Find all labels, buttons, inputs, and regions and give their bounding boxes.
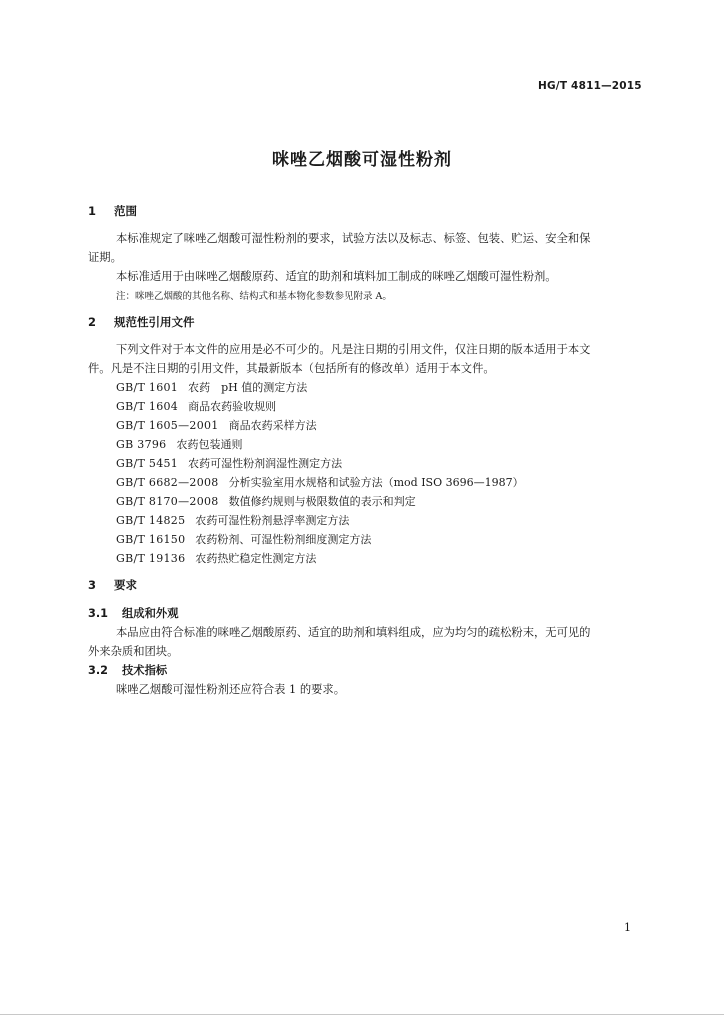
reference-name: 农药 pH 值的测定方法 xyxy=(188,381,308,394)
reference-item xyxy=(116,512,349,528)
reference-name: 商品农药采样方法 xyxy=(228,419,317,432)
reference-item xyxy=(116,455,342,471)
reference-name: 农药粉剂、可湿性粉剂细度测定方法 xyxy=(195,533,372,546)
section-3-title: 要求 xyxy=(114,578,137,592)
reference-item xyxy=(116,493,416,509)
page-bottom-rule xyxy=(0,1014,724,1015)
section-1-heading xyxy=(88,203,137,219)
reference-code: GB/T 1604 xyxy=(116,400,179,413)
subsection-3-2-number: 3.2 xyxy=(88,664,109,677)
reference-code: GB/T 19136 xyxy=(116,552,186,565)
reference-code: GB/T 1601 xyxy=(116,381,179,394)
section-2-title: 规范性引用文件 xyxy=(114,315,195,329)
reference-name: 农药可湿性粉剂润湿性测定方法 xyxy=(188,457,343,470)
reference-name: 商品农药验收规则 xyxy=(188,400,277,413)
reference-code: GB/T 16150 xyxy=(116,533,186,546)
reference-name: 数值修约规则与极限数值的表示和判定 xyxy=(228,495,416,508)
section-1-number: 1 xyxy=(88,204,97,218)
section-1-para1-line2: 证期。 xyxy=(88,251,122,264)
reference-name: 农药可湿性粉剂悬浮率测定方法 xyxy=(195,514,350,527)
reference-item xyxy=(116,379,307,395)
subsection-3-2-heading xyxy=(88,662,167,678)
reference-code: GB 3796 xyxy=(116,438,167,451)
subsection-3-2-line1: 咪唑乙烟酸可湿性粉剂还应符合表 1 的要求。 xyxy=(116,683,346,696)
section-3-heading xyxy=(88,577,137,593)
reference-item xyxy=(116,531,371,547)
subsection-3-1-number: 3.1 xyxy=(88,607,109,620)
subsection-3-2-title: 技术指标 xyxy=(122,664,168,677)
section-2-para-line2: 件。凡是不注日期的引用文件，其最新版本（包括所有的修改单）适用于本文件。 xyxy=(88,362,495,375)
reference-name: 农药包装通则 xyxy=(176,438,243,451)
reference-item xyxy=(116,550,316,566)
section-1-title: 范围 xyxy=(114,204,137,218)
page-number: 1 xyxy=(624,921,631,934)
section-1-para2: 本标准适用于由咪唑乙烟酸原药、适宜的助剂和填料加工制成的咪唑乙烟酸可湿性粉剂。 xyxy=(116,270,557,283)
subsection-3-1-line1: 本品应由符合标准的咪唑乙烟酸原药、适宜的助剂和填料组成，应为均匀的疏松粉末，无可见的 xyxy=(116,626,591,639)
standard-code: HG/T 4811—2015 xyxy=(538,80,642,92)
reference-code: GB/T 14825 xyxy=(116,514,186,527)
section-3-number: 3 xyxy=(88,578,97,592)
section-1-note: 注：咪唑乙烟酸的其他名称、结构式和基本物化参数参见附录 A。 xyxy=(116,291,392,302)
section-2-number: 2 xyxy=(88,315,97,329)
reference-name: 分析实验室用水规格和试验方法（mod ISO 3696—1987） xyxy=(228,476,524,489)
section-2-para-line1: 下列文件对于本文件的应用是必不可少的。凡是注日期的引用文件，仅注日期的版本适用于本文 xyxy=(116,343,591,356)
section-2-heading xyxy=(88,314,195,330)
reference-item xyxy=(116,474,524,490)
reference-code: GB/T 5451 xyxy=(116,457,179,470)
subsection-3-1-line2: 外来杂质和团块。 xyxy=(88,645,179,658)
reference-item xyxy=(116,436,242,452)
subsection-3-1-heading xyxy=(88,605,179,621)
document-title: 咪唑乙烟酸可湿性粉剂 xyxy=(272,150,452,170)
reference-code: GB/T 8170—2008 xyxy=(116,495,219,508)
reference-name: 农药热贮稳定性测定方法 xyxy=(195,552,317,565)
section-1-para1-line1: 本标准规定了咪唑乙烟酸可湿性粉剂的要求，试验方法以及标志、标签、包装、贮运、安全和保 xyxy=(116,232,591,245)
subsection-3-1-title: 组成和外观 xyxy=(122,607,179,620)
reference-code: GB/T 6682—2008 xyxy=(116,476,219,489)
reference-code: GB/T 1605—2001 xyxy=(116,419,219,432)
reference-item xyxy=(116,398,276,414)
reference-item xyxy=(116,417,317,433)
